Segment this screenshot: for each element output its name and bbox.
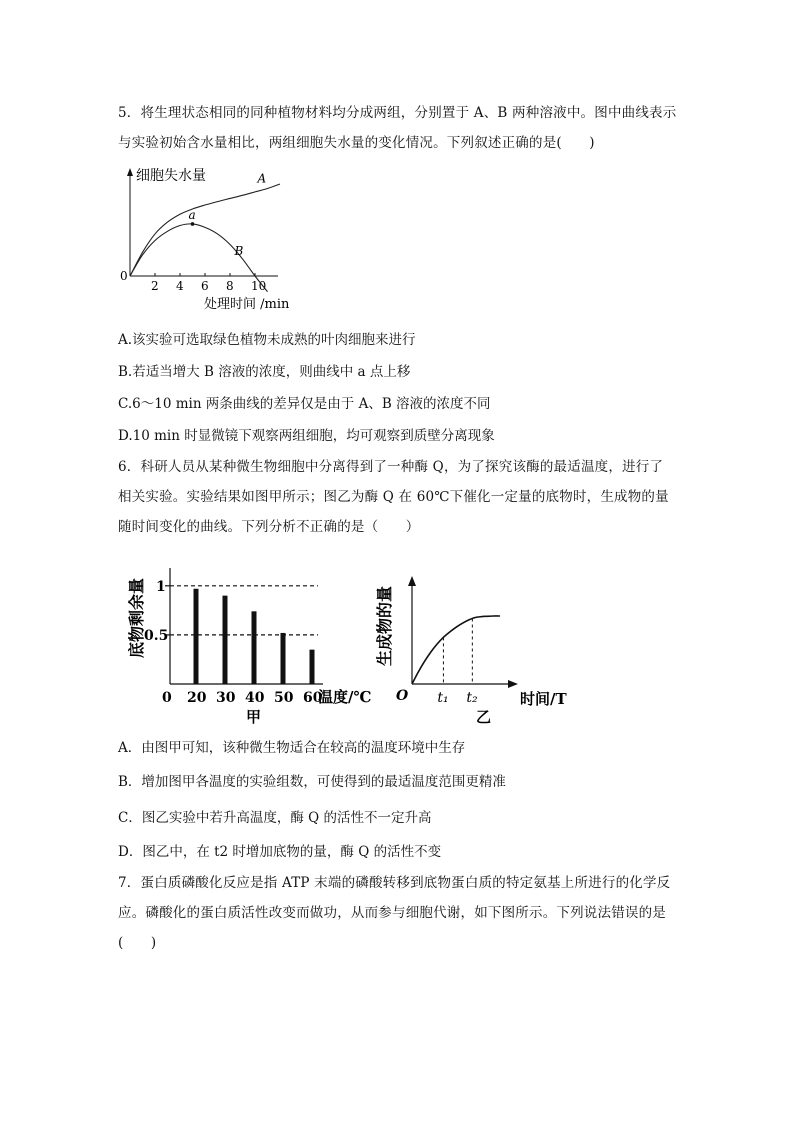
q6-stem — [118, 452, 678, 542]
q5-x-tick-label: 2 — [151, 279, 159, 293]
q6-stem-line3: 随时间变化的曲线。下列分析不正确的是（ ） — [118, 519, 420, 535]
q5-y-axis-arrow — [127, 168, 133, 176]
q6-yi-caption: 乙 — [476, 708, 492, 726]
q5-origin-label: 0 — [120, 269, 128, 283]
q6-option-c: C．图乙实验中若升高温度，酶 Q 的活性不一定升高 — [118, 810, 432, 826]
q7-stem-line1: 7．蛋白质磷酸化反应是指 ATP 末端的磷酸转移到底物蛋白质的特定氨基上所进行的化学反 — [118, 875, 671, 891]
q6-yi-x-label: 时间/T — [520, 690, 567, 708]
q6-jia-bar — [252, 611, 257, 684]
q5-point-a-label: a — [188, 207, 196, 222]
q5-point-a — [191, 222, 195, 226]
q6-stem-line1: 6．科研人员从某种微生物细胞中分离得到了一种酶 Q，为了探究该酶的最适温度，进行了 — [118, 459, 664, 475]
q6-yi-curve — [412, 616, 500, 684]
q6-jia-x-label: 温度/℃ — [318, 688, 372, 706]
q5-chart — [118, 162, 318, 312]
q5-y-label: 细胞失水量 — [136, 168, 206, 184]
q6-yi-x-axis-arrow — [508, 680, 518, 688]
q6-option-d: D．图乙中，在 t2 时增加底物的量，酶 Q 的活性不变 — [118, 844, 442, 860]
q7-stem-line3: ( ) — [118, 935, 157, 951]
q5-x-tick-label: 10 — [251, 279, 267, 293]
q6-jia-x-tick-label: 50 — [274, 690, 294, 706]
q5-stem-line2: 与实验初始含水量相比，两组细胞失水量的变化情况。下列叙述正确的是( ) — [118, 135, 595, 151]
q6-option-b: B．增加图甲各温度的实验组数，可使得到的最适温度范围更精准 — [118, 774, 506, 790]
q5-option-d: D.10 min 时显微镜下观察两组细胞，均可观察到质壁分离现象 — [118, 428, 495, 444]
q6-jia-x-tick-label: 20 — [187, 690, 207, 706]
q6-stem-line2: 相关实验。实验结果如图甲所示；图乙为酶 Q 在 60℃下催化一定量的底物时，生成物的量 — [118, 489, 669, 505]
q6-jia-x-tick-label: 40 — [245, 690, 265, 706]
q6-chart-jia — [118, 562, 372, 732]
q6-jia-x-tick-label: 30 — [216, 690, 236, 706]
q6-yi-t2-label: t₂ — [466, 690, 478, 706]
q5-option-b: B.若适当增大 B 溶液的浓度，则曲线中 a 点上移 — [118, 364, 411, 380]
q6-jia-bar — [281, 633, 286, 684]
q6-yi-y-label: 生成物的量 — [375, 585, 394, 666]
q6-yi-t1-label: t₁ — [437, 690, 449, 706]
q6-jia-bar — [223, 596, 228, 684]
q5-stem-line1: 5．将生理状态相同的同种植物材料均分成两组，分别置于 A、B 两种溶液中。图中曲线表示 — [118, 105, 677, 121]
q5-x-tick-label: 4 — [176, 279, 184, 293]
q6-jia-bar — [194, 589, 199, 684]
q5-option-c: C.6～10 min 两条曲线的差异仅是由于 A、B 溶液的浓度不同 — [118, 396, 491, 412]
q6-yi-origin-label: O — [396, 688, 409, 704]
q5-x-tick-label: 6 — [201, 279, 209, 293]
q6-jia-x-tick-label: 60 — [303, 690, 323, 706]
q6-option-a: A．由图甲可知，该种微生物适合在较高的温度环境中生存 — [118, 740, 466, 756]
q6-jia-y-label: 底物剩余量 — [127, 577, 146, 658]
q5-series-label-a: A — [257, 171, 267, 186]
q7-stem — [118, 868, 678, 958]
q6-chart-yi — [360, 562, 590, 732]
q5-x-tick-label: 8 — [226, 279, 234, 293]
q5-curve-a — [130, 184, 280, 276]
q6-jia-caption: 甲 — [246, 708, 262, 726]
q6-jia-bar — [310, 650, 315, 684]
q6-jia-origin-label: 0 — [162, 690, 172, 706]
q5-x-label: 处理时间 /min — [204, 297, 290, 312]
q6-yi-y-axis-arrow — [408, 576, 416, 586]
q5-stem — [118, 98, 678, 158]
q6-jia-y-tick-label: 0.5 — [144, 627, 169, 644]
q6-jia-y-tick-label: 1 — [156, 578, 166, 595]
q5-series-label-b: B — [234, 243, 244, 258]
q7-stem-line2: 应。磷酸化的蛋白质活性改变而做功，从而参与细胞代谢，如下图所示。下列说法错误的是 — [118, 905, 666, 921]
q5-option-a: A.该实验可选取绿色植物未成熟的叶肉细胞来进行 — [118, 332, 416, 348]
